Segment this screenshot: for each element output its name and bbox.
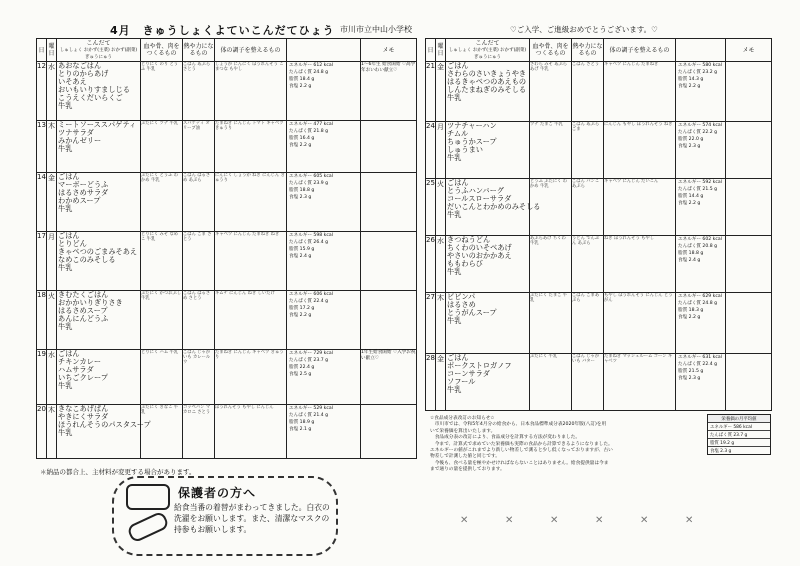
dish-name: きゃべつのごまみそあえ [58, 247, 138, 257]
decoration-star-icon: ✕ [685, 515, 694, 526]
blood-ingredients: ぶたにく ツナ 牛乳 [141, 121, 183, 173]
dish-name: やきにくサラダ [58, 412, 109, 422]
energy-ingredients: ごはん さとう [572, 62, 604, 122]
header-memo: メモ [726, 39, 772, 62]
nutrition-values [676, 236, 726, 293]
mask-icon [126, 510, 170, 543]
notice-line: 今後も、食べる量を極やかせければならないことはありません。給食提供量は今ま [430, 460, 609, 466]
header-memo: メモ [361, 39, 417, 62]
header-body: 体の調子を整えるもの [604, 39, 676, 62]
decoration-star-icon: ✕ [505, 515, 514, 526]
day-row [37, 62, 417, 121]
dish-name: とりどん [58, 239, 87, 249]
blood-ingredients: とりにく みそ なめこ 牛乳 [141, 232, 183, 291]
day-row [37, 405, 417, 459]
dish-name: おかかいりぎりさき [58, 298, 123, 308]
nutrition-value: エネルギー 629 kcal [678, 294, 722, 299]
header-nutrition [676, 39, 726, 62]
day-weekday: 金 [436, 62, 446, 122]
monthly-average-box [707, 414, 771, 455]
energy-ingredients: ごはん じゃがいも バター [572, 354, 604, 411]
notice-line: 今まで、計算式で求めていた栄養価も実際の食品から計算できるようになりました。 [430, 441, 613, 447]
body-ingredients: キャベツ にんじん たまねぎ [604, 62, 676, 122]
dish-name: はるさめ [447, 300, 476, 310]
day-date: 26 [426, 236, 436, 293]
day-row [426, 236, 772, 293]
day-weekday: 水 [47, 350, 57, 405]
body-ingredients: にんにく しょうが ねぎ にんじん きゅうり [215, 173, 287, 232]
nutrition-value: 食塩 2.3 g [678, 376, 701, 381]
dish-name: コールスローサラダ [447, 194, 512, 204]
dish-name: 牛乳 [58, 428, 73, 438]
greeting: ♡ご入学、ご進級おめでとうございます。♡ [510, 25, 658, 34]
nutrition-value: たんぱく質 21.4 g [289, 413, 329, 418]
body-ingredients: たまねぎ マッシュルーム コーン キャベツ [604, 354, 676, 411]
day-weekday: 木 [47, 121, 57, 173]
notice-line: 物差しで計測した値と同じです。 [430, 454, 500, 460]
dish-name: きなこあげぱん [58, 404, 109, 413]
dish-name: ごはん [447, 61, 469, 70]
day-row [426, 62, 772, 122]
day-weekday: 金 [436, 354, 446, 411]
nutrition-values [676, 62, 726, 122]
nutrition-values [287, 405, 361, 459]
blood-ingredients: とうふ ぶたにく わかめ 牛乳 [530, 179, 572, 236]
dish-name: だいこんとわかめのみそしる [447, 202, 541, 212]
blood-ingredients: ツナ たまご 牛乳 [530, 122, 572, 179]
dish-name: 牛乳 [58, 263, 73, 273]
day-dishes [446, 236, 530, 293]
monthly-average-row: 脂質 19.2 g [708, 438, 770, 446]
nutrition-value: たんぱく質 24.8 g [289, 70, 329, 75]
dish-name: みかんゼリー [58, 136, 102, 146]
nutrition-value: 食塩 2.2 g [289, 143, 312, 148]
nutrition-values [676, 179, 726, 236]
day-weekday: 木 [47, 405, 57, 459]
notice-line: いて栄養価を算出いたします。 [430, 428, 496, 434]
day-date: 17 [37, 232, 47, 291]
blood-ingredients: あぶらあげ ちくわ 牛乳 [530, 236, 572, 293]
day-memo [361, 121, 417, 173]
dish-name: あおなごはん [58, 61, 102, 70]
nutrition-value: 脂質 18.3 g [678, 308, 704, 313]
nutrition-notice [430, 416, 692, 493]
day-date: 28 [426, 354, 436, 411]
dish-name: 牛乳 [58, 204, 73, 214]
dish-name: ミートソーススパゲティ [58, 120, 137, 129]
dish-name: ごはん [58, 172, 80, 181]
dish-name: ソフール [447, 377, 476, 387]
day-dishes [446, 293, 530, 354]
change-note: ＊納品の都合上、主材料が変更する場合があります。 [40, 468, 196, 476]
dish-name: ちゅうかスープ [447, 137, 497, 147]
day-dishes [57, 350, 141, 405]
header-date: 日 [37, 39, 47, 62]
nutrition-value: エネルギー 580 kcal [678, 63, 722, 68]
day-memo [726, 354, 772, 411]
day-weekday: 月 [436, 122, 446, 179]
nutrition-value: 脂質 14.4 g [678, 194, 704, 199]
day-memo [726, 293, 772, 354]
dish-name: マーボーどうふ [58, 180, 109, 190]
nutrition-value: エネルギー 602 kcal [678, 237, 722, 242]
notice-line: エネルギーの値がこれまでより新しい物差しで測ると少し低くなっておりますが、古い [430, 448, 613, 454]
nutrition-value: 脂質 16.4 g [289, 136, 315, 141]
header-blood: 血や骨、肉をつくるもの [530, 39, 572, 62]
blood-ingredients: ぶたにく 牛乳 [530, 354, 572, 411]
monthly-average-row: エネルギー 586 kcal [708, 422, 770, 430]
blood-ingredients: とりにく のり とうふ 牛乳 [141, 62, 183, 121]
day-dishes [57, 404, 151, 459]
energy-ingredients: ごはん ごまあぶら [572, 293, 604, 354]
nutrition-value: たんぱく質 22.4 g [678, 362, 718, 367]
energy-ingredients: ごはん パンこ あぶら [572, 179, 604, 236]
dish-name: 牛乳 [447, 385, 462, 395]
dish-name: ごはん [58, 349, 80, 358]
dish-name: はるさめスープ [58, 306, 108, 316]
day-memo [726, 179, 772, 236]
day-date: 24 [426, 122, 436, 179]
dish-name: コーンサラダ [447, 369, 490, 379]
header-weekday: 曜日 [47, 39, 57, 62]
header-body: 体の調子を整えるもの [215, 39, 287, 62]
monthly-average-row: たんぱく質 23.7 g [708, 430, 770, 438]
day-date: 18 [37, 291, 47, 350]
day-memo [361, 173, 417, 232]
day-dishes [57, 232, 141, 291]
school-name: 市川市立中山小学校 [340, 25, 412, 34]
day-weekday: 水 [47, 62, 57, 121]
nutrition-values [676, 354, 726, 411]
blood-ingredients: ぶたにく きなこ 牛乳 [141, 405, 183, 459]
dish-name: ツナサラダ [58, 128, 94, 138]
decoration-star-icon: ✕ [595, 515, 604, 526]
menu-table-left [36, 38, 417, 459]
dish-name: ごはん [447, 178, 469, 187]
header-menu: こんだて しゅしょく おかず(主菜) おかず(副菜) ぎゅうにゅう [446, 39, 530, 62]
dish-name: こうえくだいらくご [58, 93, 123, 103]
dish-name: ツナチャーハン [447, 121, 497, 130]
monthly-average-title: 栄養価の月平均値 [708, 415, 770, 422]
dish-name: 牛乳 [447, 153, 462, 163]
nutrition-value: たんぱく質 24.8 g [678, 301, 718, 306]
nutrition-value: 脂質 14.3 g [678, 77, 704, 82]
day-dishes [57, 173, 141, 232]
header-date: 日 [426, 39, 436, 62]
dish-name: 牛乳 [447, 93, 462, 103]
notice-line: ☆食品成分表改訂のお知らせ☆ [430, 416, 495, 421]
energy-ingredients: うどん でんぷん あぶら [572, 236, 604, 293]
day-dishes [57, 121, 141, 173]
day-row [37, 121, 417, 173]
day-weekday: 月 [47, 232, 57, 291]
dish-name: さわらのさいきょうやき [447, 69, 527, 79]
day-dishes [57, 62, 141, 121]
day-weekday: 火 [47, 291, 57, 350]
energy-ingredients: ごはん はるさめ あぶら [183, 173, 215, 232]
day-memo: 1年生給食開始 ♡入学お祝い献立♡ [361, 350, 417, 405]
dish-name: ちくわのいそべあげ [447, 243, 512, 253]
day-weekday: 金 [47, 173, 57, 232]
nutrition-values [287, 350, 361, 405]
nutrition-value: エネルギー 574 kcal [678, 123, 722, 128]
dish-name: あんにんどうふ [58, 314, 109, 324]
blood-ingredients: ぶたにく かつおぶし 牛乳 [141, 291, 183, 350]
blood-ingredients: とりにく ハム 牛乳 [141, 350, 183, 405]
day-row [37, 232, 417, 291]
nutrition-values [676, 122, 726, 179]
day-date: 13 [37, 121, 47, 173]
day-dishes [446, 122, 530, 179]
nutrition-value: 脂質 18.4 g [289, 77, 315, 82]
day-dishes [446, 178, 541, 236]
decoration-star-icon: ✕ [640, 515, 649, 526]
nutrition-value: 脂質 18.8 g [289, 188, 315, 193]
parent-notice-title: 保護者の方へ [178, 486, 257, 500]
day-date: 20 [37, 405, 47, 459]
body-ingredients: もやし ほうれんそう にんじん とうがん [604, 293, 676, 354]
energy-ingredients: ごはん はるさめ さとう [183, 291, 215, 350]
header-menu: こんだて しゅしょく おかず(主菜) おかず(副菜) ぎゅうにゅう [57, 39, 141, 62]
blood-ingredients: ぶたにく たまご 牛乳 [530, 293, 572, 354]
dish-name: いちごクレープ [58, 373, 108, 383]
energy-ingredients: ごはん じゃがいも カレールウ [183, 350, 215, 405]
day-date: 19 [37, 350, 47, 405]
day-date: 25 [426, 179, 436, 236]
day-date: 14 [37, 173, 47, 232]
day-memo [361, 232, 417, 291]
nutrition-value: たんぱく質 21.5 g [678, 187, 718, 192]
nutrition-value: エネルギー 605 kcal [289, 174, 333, 179]
dish-name: きむたくごはん [58, 290, 109, 299]
header-blood: 血や骨、肉をつくるもの [141, 39, 183, 62]
day-weekday: 水 [436, 236, 446, 293]
body-ingredients: ほうれんそう もやし にんじん [215, 405, 287, 459]
nutrition-value: エネルギー 729 kcal [289, 351, 333, 356]
day-row [37, 350, 417, 405]
body-ingredients: にんじん もやし ほうれんそう ねぎ [604, 122, 676, 179]
nutrition-value: エネルギー 612 kcal [289, 63, 333, 68]
day-row [426, 179, 772, 236]
nutrition-values [287, 232, 361, 291]
nutrition-value: 脂質 17.2 g [289, 306, 315, 311]
day-memo [361, 291, 417, 350]
dish-name: チムル [447, 129, 469, 139]
dish-name: なめこのみそしる [58, 255, 116, 265]
dish-name: とうふハンバーグ [447, 186, 504, 196]
day-dishes [57, 291, 141, 350]
dish-name: 牛乳 [58, 381, 73, 391]
nutrition-value: 脂質 21.5 g [678, 369, 704, 374]
dish-name: とうがんスープ [447, 308, 497, 318]
nutrition-values [287, 62, 361, 121]
day-weekday: 火 [436, 179, 446, 236]
nutrition-value: エネルギー 592 kcal [678, 180, 722, 185]
day-row [426, 354, 772, 411]
dish-name: 牛乳 [58, 322, 73, 332]
nutrition-value: 脂質 22.0 g [678, 137, 704, 142]
nutrition-value: エネルギー 606 kcal [289, 292, 333, 297]
dish-name: ポークストロガノフ [447, 361, 512, 371]
dish-name: 牛乳 [58, 101, 73, 111]
menu-table-right [425, 38, 772, 411]
apron-icon [126, 484, 170, 510]
dish-name: ビビンパ [447, 292, 476, 301]
dish-name: きつねうどん [447, 235, 491, 244]
dish-name: とりのからあげ [58, 69, 109, 79]
energy-ingredients: スパゲティ オリーブ油 [183, 121, 215, 173]
nutrition-value: 脂質 18.8 g [678, 251, 704, 256]
nutrition-value: 食塩 2.2 g [289, 84, 312, 89]
monthly-average-row: 食塩 2.3 g [708, 446, 770, 454]
dish-name: いそあえ [58, 77, 87, 87]
parent-notice-box [112, 476, 338, 556]
dish-name: チキンカレー [58, 357, 102, 367]
dish-name: ハムサラダ [58, 365, 94, 375]
nutrition-value: 食塩 2.5 g [289, 372, 312, 377]
nutrition-value: エネルギー 631 kcal [678, 355, 722, 360]
nutrition-value: 食塩 2.3 g [678, 144, 701, 149]
nutrition-value: 食塩 2.3 g [289, 195, 312, 200]
page-title: 4月 きゅうしょくよていこんだてひょう [110, 24, 335, 37]
nutrition-value: 食塩 2.2 g [678, 201, 701, 206]
body-ingredients: ねぎ ほうれんそう もやし [604, 236, 676, 293]
nutrition-value: 脂質 15.9 g [289, 247, 315, 252]
dish-name: ごはん [447, 353, 469, 362]
nutrition-value: たんぱく質 23.7 g [289, 358, 329, 363]
body-ingredients: たまねぎ にんじん トマト キャベツ きゅうり [215, 121, 287, 173]
nutrition-value: エネルギー 598 kcal [289, 233, 333, 238]
dish-name: ももわらび [447, 259, 483, 269]
nutrition-value: たんぱく質 22.2 g [678, 130, 718, 135]
nutrition-value: たんぱく質 22.4 g [289, 299, 329, 304]
nutrition-value: たんぱく質 21.8 g [289, 129, 329, 134]
day-memo: 1～6年生 給食開始 ♡高学年おいわい献立♡ [361, 62, 417, 121]
energy-ingredients: ごはん ごま さとう [183, 232, 215, 291]
nutrition-values [287, 173, 361, 232]
dish-name: ほうれんそうのパスタスープ [58, 420, 151, 430]
day-weekday: 木 [436, 293, 446, 354]
day-row [426, 293, 772, 354]
nutrition-value: たんぱく質 23.2 g [678, 70, 718, 75]
dish-name: やさいのおかかあえ [447, 251, 512, 261]
nutrition-value: たんぱく質 23.9 g [289, 181, 329, 186]
notice-line: 市川市では、令和5年4月分の給食から、日本食品標準成分表2020年版(八訂)を用 [430, 422, 607, 428]
notice-line: まで通りの量を提供しております。 [430, 467, 505, 473]
dish-name: しんたまねぎのみそしる [447, 85, 527, 95]
dish-name: しゅうまい [447, 145, 483, 155]
dish-name: 牛乳 [447, 267, 462, 277]
nutrition-value: 脂質 22.4 g [289, 365, 315, 370]
dish-name: はるさめサラダ [58, 188, 109, 198]
blood-ingredients: ぶたにく とうふ わかめ 牛乳 [141, 173, 183, 232]
day-dishes [446, 354, 530, 411]
decoration-star-icon: ✕ [460, 515, 469, 526]
header-weekday: 曜日 [436, 39, 446, 62]
blood-ingredients: さわら みそ あぶらあげ 牛乳 [530, 62, 572, 122]
day-memo [726, 62, 772, 122]
energy-ingredients: ごはん あぶら ごま [572, 122, 604, 179]
day-dishes [446, 62, 530, 122]
dish-name: ごはん [58, 231, 80, 240]
day-memo [361, 405, 417, 459]
nutrition-value: たんぱく質 20.8 g [678, 244, 718, 249]
dish-name: わかめスープ [58, 196, 101, 206]
parent-notice-text: 給食当番の着替がまわってきました。白衣の洗濯をお願いします。また、清潔なマスクの持参もお願いします。 [174, 503, 330, 534]
body-ingredients: しょうが にんにく ほうれんそう こまつな もやし [215, 62, 287, 121]
body-ingredients: キャベツ にんじん だいこん [604, 179, 676, 236]
nutrition-values [287, 291, 361, 350]
header-nutrition [287, 39, 361, 62]
nutrition-values [287, 121, 361, 173]
nutrition-value: エネルギー 477 kcal [289, 122, 333, 127]
day-memo [726, 122, 772, 179]
nutrition-value: 食塩 2.2 g [678, 84, 701, 89]
dish-name: 牛乳 [447, 316, 462, 326]
nutrition-value: エネルギー 529 kcal [289, 406, 333, 411]
nutrition-value: 食塩 2.2 g [289, 313, 312, 318]
body-ingredients: キムチ にんじん ねぎ しいたけ [215, 291, 287, 350]
notice-line: 食品成分表の改訂により、食品成分を計算する方法が変わりました。 [430, 435, 581, 441]
decoration-star-icon: ✕ [550, 515, 559, 526]
dish-name: 牛乳 [447, 210, 462, 220]
header-energy: 熱や力になるもの [572, 39, 604, 62]
nutrition-value: 食塩 2.2 g [678, 315, 701, 320]
dish-name: はるきゃべつのあえもの [447, 77, 527, 87]
body-ingredients: キャベツ にんじん たまねぎ ねぎ [215, 232, 287, 291]
nutrition-value: 食塩 2.1 g [289, 427, 312, 432]
energy-ingredients: ごはん あぶら さとう [183, 62, 215, 121]
nutrition-value: たんぱく質 26.4 g [289, 240, 329, 245]
day-date: 12 [37, 62, 47, 121]
nutrition-value: 食塩 2.4 g [289, 254, 312, 259]
nutrition-value: 食塩 2.4 g [678, 258, 701, 263]
dish-name: 牛乳 [58, 144, 73, 154]
energy-ingredients: コッペパン マカロニ さとう [183, 405, 215, 459]
nutrition-value: 脂質 18.9 g [289, 420, 315, 425]
day-date: 27 [426, 293, 436, 354]
nutrition-values [676, 293, 726, 354]
dish-name: おいもいりすましじる [58, 85, 130, 95]
header-energy: 熱や力になるもの [183, 39, 215, 62]
day-row [37, 173, 417, 232]
day-row [426, 122, 772, 179]
day-date: 21 [426, 62, 436, 122]
day-row [37, 291, 417, 350]
body-ingredients: たまねぎ にんじん キャベツ きゅうり [215, 350, 287, 405]
day-memo [726, 236, 772, 293]
